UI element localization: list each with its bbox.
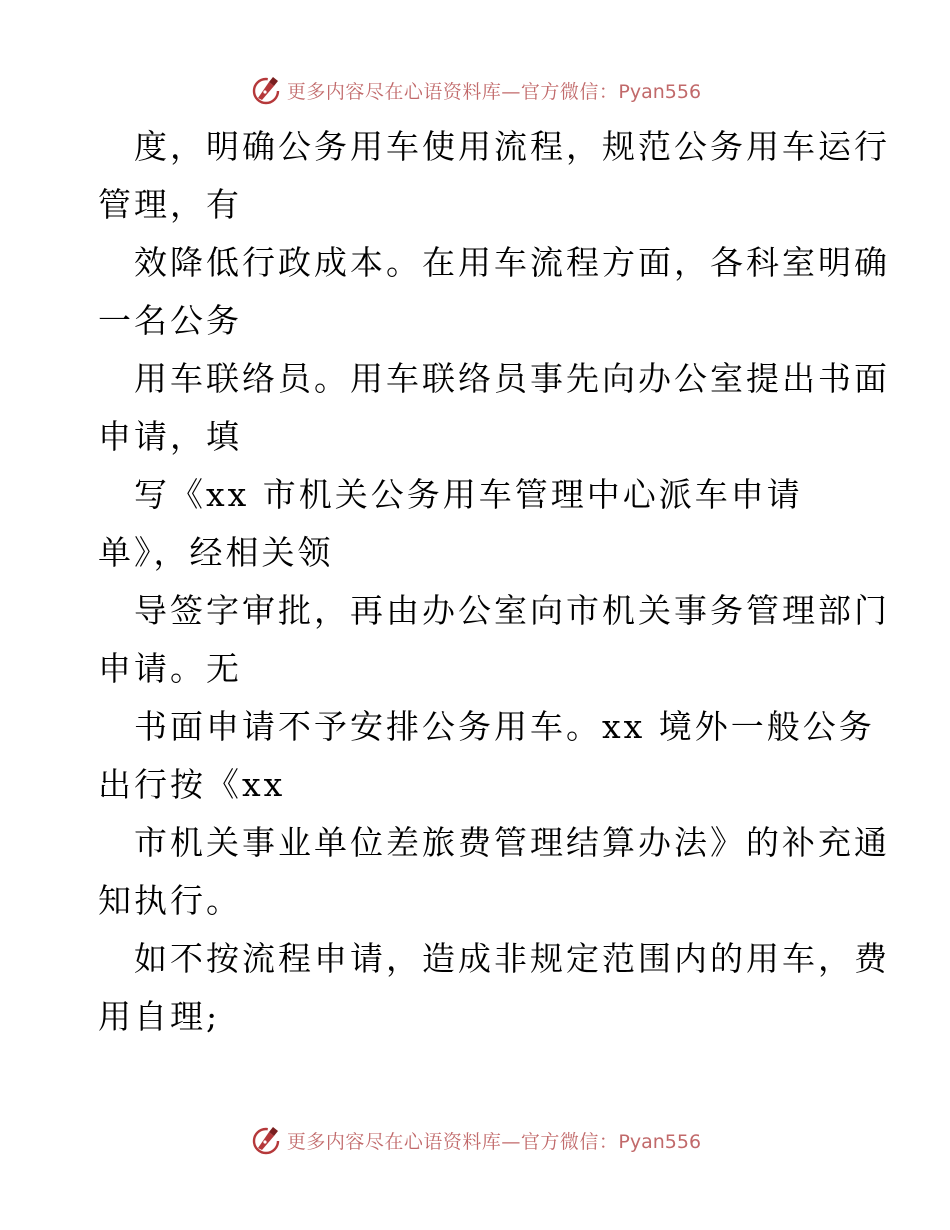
- banner-text: 更多内容尽在心语资料库—官方微信：Pyan556: [286, 1130, 702, 1153]
- banner-text: 更多内容尽在心语资料库—官方微信：Pyan556: [286, 80, 702, 103]
- text-line: 一名公务: [98, 301, 242, 340]
- wechat-id: Pyan556: [618, 1130, 702, 1153]
- wechat-id: Pyan556: [618, 80, 702, 103]
- text-line: 知执行。: [98, 881, 242, 920]
- text-line: 申请。无: [98, 649, 242, 688]
- text-line: 度，明确公务用车使用流程，规范公务用车运行: [134, 127, 890, 166]
- text-line: 管理，有: [98, 185, 242, 224]
- text-line: 书面申请不予安排公务用车。xx 境外一般公务: [134, 707, 875, 746]
- text-line: 用自理;: [98, 997, 221, 1036]
- pen-nib-logo-icon: [249, 73, 283, 107]
- text-line: 市机关事业单位差旅费管理结算办法》的补充通: [134, 823, 890, 862]
- text-line: 出行按《xx: [98, 765, 286, 804]
- text-line: 写《xx 市机关公务用车管理中心派车申请: [134, 475, 803, 514]
- pen-nib-logo-icon: [249, 1123, 283, 1157]
- header-banner: [0, 68, 950, 112]
- text-line: 申请，填: [98, 417, 242, 456]
- text-line: 效降低行政成本。在用车流程方面，各科室明确: [134, 243, 890, 282]
- text-line: 如不按流程申请，造成非规定范围内的用车，费: [134, 939, 890, 978]
- text-line: 导签字审批，再由办公室向市机关事务管理部门: [134, 591, 890, 630]
- text-line: 单》，经相关领: [98, 533, 334, 572]
- text-line: 用车联络员。用车联络员事先向办公室提出书面: [134, 359, 890, 398]
- document-body: [98, 118, 890, 1046]
- footer-banner: [0, 1118, 950, 1162]
